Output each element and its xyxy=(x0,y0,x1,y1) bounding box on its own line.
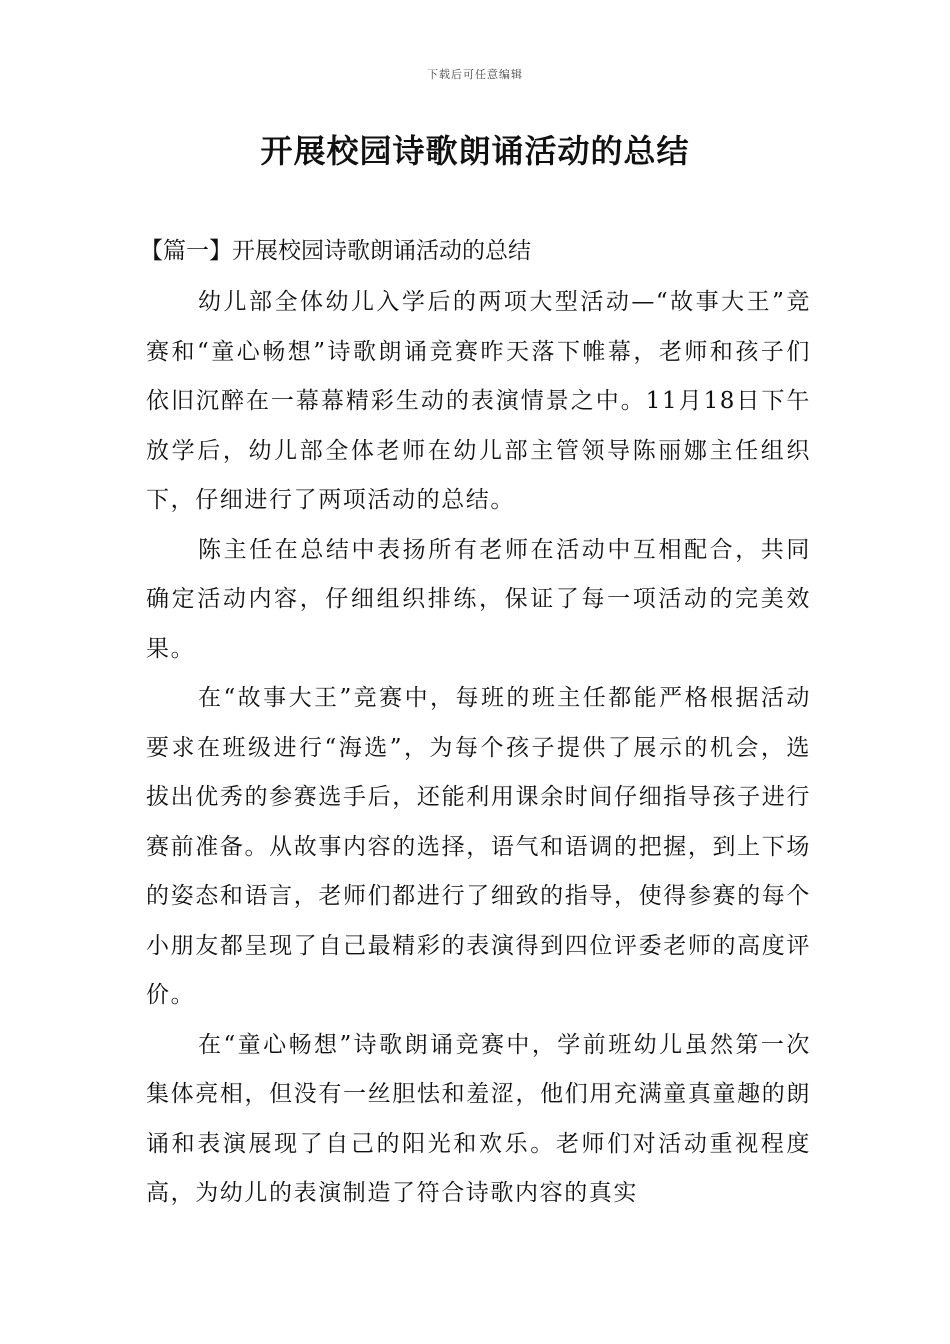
paragraph-4: 在“童心畅想”诗歌朗诵竞赛中，学前班幼儿虽然第一次集体亮相，但没有一丝胆怯和羞涩，他们用充满童真童趣的朗诵和表演展现了自己的阳光和欢乐。老师们对活动重视程度高，为幼儿的表演制造了符合诗歌内容的真实 xyxy=(146,1031,811,1206)
document-title: 开展校园诗歌朗诵活动的总结 xyxy=(260,132,690,170)
paragraph-1: 幼儿部全体幼儿入学后的两项大型活动—“故事大王”竞赛和“童心畅想”诗歌朗诵竞赛昨天落下帷幕，老师和孩子们依旧沉醉在一幕幕精彩生动的表演情景之中。11月18日下午放学后，幼儿部全体老师在幼儿部主管领导陈丽娜主任组织下，仔细进行了两项活动的总结。 xyxy=(146,289,811,513)
paragraph-2: 陈主任在总结中表扬所有老师在活动中互相配合，共同确定活动内容，仔细组织排练，保证了每一项活动的完美效果。 xyxy=(146,536,811,662)
document-body xyxy=(140,228,811,1219)
paragraph-3: 在“故事大王”竞赛中，每班的班主任都能严格根据活动要求在班级进行“海选”，为每个孩子提供了展示的机会，选拔出优秀的参赛选手后，还能利用课余时间仔细指导孩子进行赛前准备。从故事内容的选择，语气和语调的把握，到上下场的姿态和语言，老师们都进行了细致的指导，使得参赛的每个小朋友都呈现了自己最精彩的表演得到四位评委老师的高度评价。 xyxy=(146,685,811,1008)
header-note: 下载后可任意编辑 xyxy=(427,68,523,81)
section-heading: 【篇一】开展校园诗歌朗诵活动的总结 xyxy=(140,238,531,264)
